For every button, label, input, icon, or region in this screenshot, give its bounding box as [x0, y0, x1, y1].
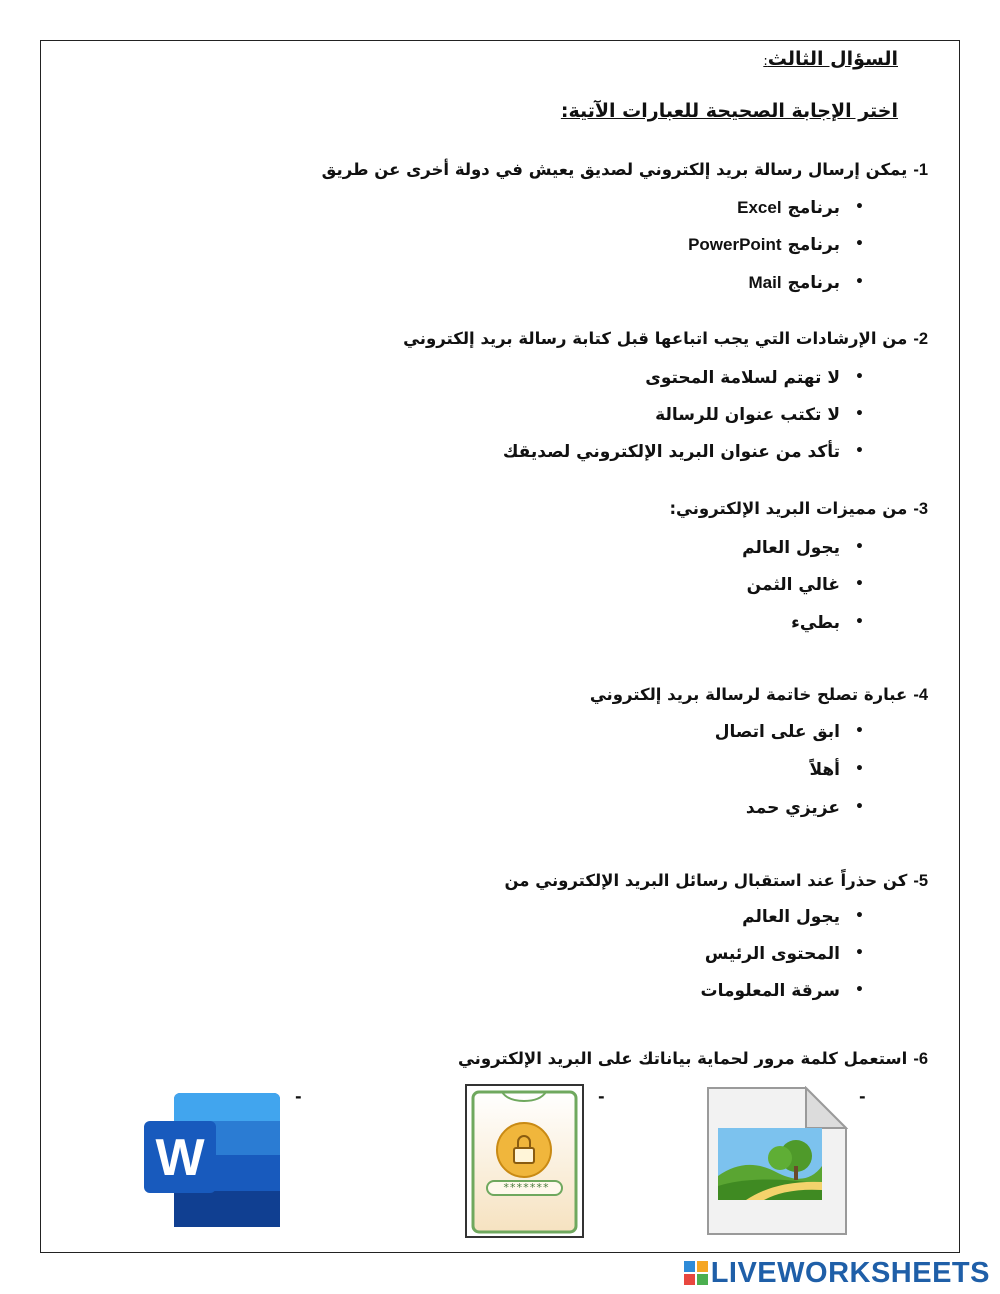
- option-4-3[interactable]: • عزيزي حمد: [745, 798, 864, 818]
- choice-dash-2: -: [598, 1087, 605, 1106]
- option-2-2[interactable]: • لا تكتب عنوان للرسالة: [655, 405, 864, 425]
- option-1-1[interactable]: • برنامج Excel: [737, 198, 864, 218]
- option-3-3[interactable]: • بطيء: [791, 613, 864, 633]
- option-5-3[interactable]: • سرقة المعلومات: [700, 981, 864, 1001]
- image-file-icon[interactable]: [706, 1086, 848, 1236]
- option-3-1[interactable]: • يجول العالم: [742, 538, 864, 558]
- option-5-1[interactable]: • يجول العالم: [742, 907, 864, 927]
- option-1-2[interactable]: • برنامج PowerPoint: [688, 235, 864, 255]
- question-2: 2-من الإرشادات التي يجب اتباعها قبل كتابة رسالة بريد إلكتروني: [403, 329, 928, 348]
- choice-dash-3: -: [295, 1087, 302, 1106]
- question-6: 6-استعمل كلمة مرور لحماية بياناتك على البريد الإلكتروني: [457, 1049, 928, 1068]
- section-title: السؤال الثالث:: [763, 48, 898, 70]
- word-app-icon[interactable]: [142, 1091, 282, 1229]
- question-3: 3-من مميزات البريد الإلكتروني:: [669, 499, 928, 518]
- logo-text: LIVEWORKSHEETS: [710, 1256, 990, 1289]
- instruction-heading: اختر الإجابة الصحيحة للعبارات الآتية:: [560, 100, 898, 122]
- password-phone-icon[interactable]: [464, 1083, 585, 1239]
- choice-dash-1: -: [859, 1087, 866, 1106]
- worksheet-frame: [40, 40, 960, 1253]
- option-3-2[interactable]: • غالي الثمن: [746, 575, 864, 595]
- word-letter: W: [155, 1129, 205, 1187]
- option-1-3[interactable]: • برنامج Mail: [748, 273, 864, 293]
- option-5-2[interactable]: • المحتوى الرئيس: [704, 944, 864, 964]
- question-5: 5-كن حذراً عند استقبال رسائل البريد الإلكتروني من: [504, 871, 928, 890]
- option-2-1[interactable]: • لا تهتم لسلامة المحتوى: [645, 368, 864, 388]
- option-4-2[interactable]: • أهلاً: [809, 760, 864, 780]
- liveworksheets-logo: [684, 1256, 990, 1290]
- password-mask: *******: [502, 1181, 550, 1194]
- question-1: 1-يمكن إرسال رسالة بريد إلكتروني لصديق يعيش في دولة أخرى عن طريق: [321, 160, 928, 179]
- option-4-1[interactable]: • ابق على اتصال: [714, 722, 864, 742]
- option-2-3[interactable]: • تأكد من عنوان البريد الإلكتروني لصديقك: [502, 442, 864, 462]
- logo-mark-icon: [684, 1261, 708, 1285]
- question-4: 4-عبارة تصلح خاتمة لرسالة بريد إلكتروني: [589, 685, 928, 704]
